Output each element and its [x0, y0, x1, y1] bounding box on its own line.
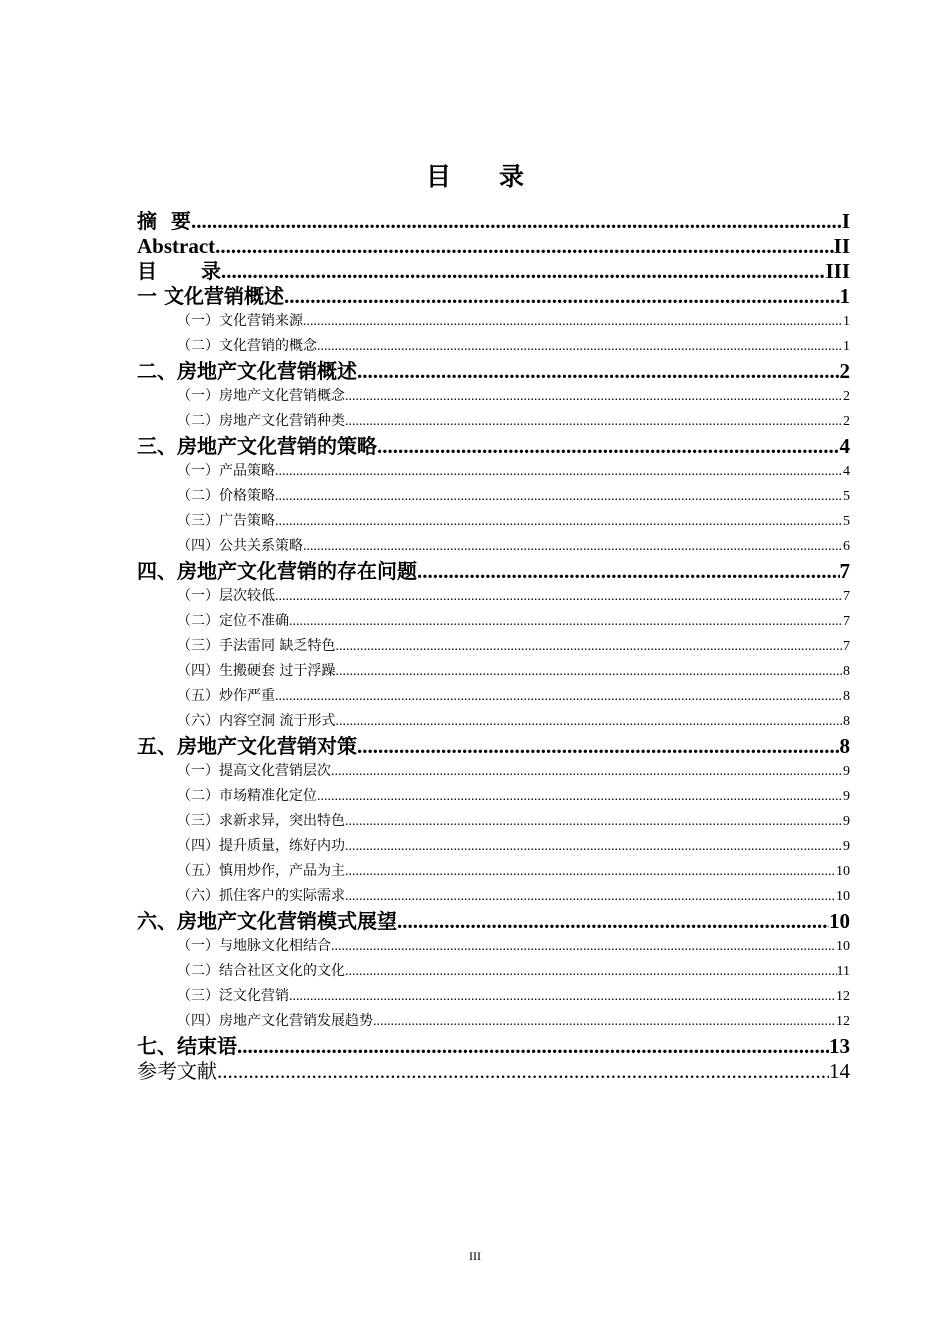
toc-entry-page: 10: [836, 889, 850, 904]
toc-entry-abstract-en[interactable]: [137, 234, 850, 259]
toc-entry-label: （五）炒作严重: [177, 688, 275, 704]
toc-entry-page: 7: [839, 559, 850, 583]
toc-entry-label: （四）提升质量，练好内功: [177, 838, 345, 854]
toc-entry-label: （三）求新求异，突出特色: [177, 813, 345, 829]
toc-leader-dots: [335, 634, 843, 659]
toc-entry-label: （二）价格策略: [177, 488, 275, 504]
toc-leader-dots: [275, 459, 843, 484]
toc-entry-page: 9: [843, 814, 850, 829]
page-title-right: 录: [499, 162, 525, 191]
toc-entry-label: 七、结束语: [137, 1034, 237, 1058]
toc-leader-dots: [317, 334, 843, 359]
toc-entry-label: （三）泛文化营销: [177, 988, 289, 1004]
toc-entry-label: [137, 259, 221, 284]
toc-entry-label: 参考文献: [137, 1059, 217, 1083]
toc-entry-contents[interactable]: [137, 259, 850, 284]
toc-section-entry[interactable]: [137, 459, 850, 484]
toc-entry-page: 7: [843, 589, 850, 604]
toc-entry-label: （四）房地产文化营销发展趋势: [177, 1013, 373, 1029]
toc-section-entry[interactable]: [137, 509, 850, 534]
toc-leader-dots: [345, 409, 843, 434]
toc-entry-page: 9: [843, 789, 850, 804]
toc-entry-label: （五）慎用炒作，产品为主: [177, 863, 345, 879]
toc-leader-dots: [275, 509, 843, 534]
toc-leader-dots: [289, 984, 836, 1009]
toc-entry-page: 4: [843, 464, 850, 479]
toc-leader-dots: [275, 584, 843, 609]
toc-entry-label: （三）广告策略: [177, 513, 275, 529]
toc-leader-dots: [345, 834, 843, 859]
toc-entry-page: II: [833, 234, 850, 258]
toc-entry-page: 10: [829, 909, 850, 933]
toc-chapter-entry[interactable]: [137, 559, 850, 584]
toc-entry-label: （四）生搬硬套 过于浮躁: [177, 663, 336, 679]
toc-chapter-entry[interactable]: [137, 284, 850, 309]
toc-leader-dots: [345, 959, 837, 984]
toc-section-entry[interactable]: [137, 1009, 850, 1034]
toc-entry-page: III: [825, 259, 850, 283]
toc-section-entry[interactable]: [137, 934, 850, 959]
toc-section-entry[interactable]: [137, 984, 850, 1009]
toc-section-entry[interactable]: [137, 384, 850, 409]
toc-entry-references[interactable]: [137, 1059, 850, 1084]
toc-entry-label: （三）手法雷同 缺乏特色: [177, 638, 336, 654]
toc-entry-page: 6: [843, 539, 850, 554]
toc-section-entry[interactable]: [137, 859, 850, 884]
toc-entry-page: 1: [839, 284, 850, 308]
toc-entry-label: （二）房地产文化营销种类: [177, 413, 345, 429]
toc-entry-page: 5: [843, 489, 850, 504]
toc-leader-dots: [417, 559, 840, 584]
toc-leader-dots: [373, 1009, 836, 1034]
toc-section-entry[interactable]: [137, 609, 850, 634]
toc-leader-dots: [303, 534, 843, 559]
toc-entry-page: 11: [836, 964, 850, 979]
toc-entry-label: 三、房地产文化营销的策略: [137, 434, 377, 458]
toc-entry-label: （一）文化营销来源: [177, 313, 303, 329]
toc-leader-dots: [237, 1034, 829, 1059]
toc-entry-label: （一）房地产文化营销概念: [177, 388, 345, 404]
toc-entry-page: 2: [843, 414, 850, 429]
toc-entry-page: 9: [843, 764, 850, 779]
toc-leader-dots: [345, 859, 836, 884]
toc-section-entry[interactable]: [137, 959, 850, 984]
toc-body: [137, 284, 850, 1059]
toc-entry-page: I: [841, 209, 850, 233]
page-title: [0, 157, 950, 193]
toc-leader-dots: [317, 784, 843, 809]
toc-entry-label: 五、房地产文化营销对策: [137, 734, 357, 758]
toc-chapter-entry[interactable]: [137, 909, 850, 934]
toc-entry-page: 10: [836, 939, 850, 954]
toc-leader-dots: [335, 659, 843, 684]
toc-entry-page: 14: [829, 1059, 850, 1083]
toc-leader-dots: [221, 259, 825, 284]
toc-leader-dots: [331, 934, 836, 959]
toc-entry-label-left: 目: [137, 259, 157, 283]
toc-leader-dots: [345, 809, 843, 834]
toc-section-entry[interactable]: [137, 784, 850, 809]
toc-entry-page: 8: [843, 689, 850, 704]
toc-leader-dots: [335, 709, 843, 734]
toc-entry-label: 二、房地产文化营销概述: [137, 359, 357, 383]
toc-section-entry[interactable]: [137, 809, 850, 834]
toc-leader-dots: [345, 884, 836, 909]
page-title-left: 目: [425, 162, 451, 191]
toc-section-entry[interactable]: [137, 759, 850, 784]
toc-entry-label-right: 录: [201, 259, 221, 283]
toc-section-entry[interactable]: [137, 334, 850, 359]
toc-leader-dots: [303, 309, 843, 334]
toc-section-entry[interactable]: [137, 884, 850, 909]
toc-section-entry[interactable]: [137, 709, 850, 734]
toc-entry-label: 摘 要: [137, 209, 191, 233]
toc-entry-page: 10: [836, 864, 850, 879]
toc-leader-dots: [397, 909, 829, 934]
toc-leader-dots: [215, 234, 833, 259]
toc-entry-label: （二）市场精准化定位: [177, 788, 317, 804]
toc-chapter-entry[interactable]: [137, 359, 850, 384]
toc-leader-dots: [289, 609, 843, 634]
toc-leader-dots: [284, 284, 840, 309]
toc-entry-label: （二）定位不准确: [177, 613, 289, 629]
toc-chapter-entry[interactable]: [137, 434, 850, 459]
toc-entry-page: 12: [836, 989, 850, 1004]
toc-entry-page: 2: [843, 389, 850, 404]
toc-section-entry[interactable]: [137, 584, 850, 609]
toc-section-entry[interactable]: [137, 409, 850, 434]
toc-entry-label: （一）与地脉文化相结合: [177, 938, 331, 954]
toc-entry-label: （二）文化营销的概念: [177, 338, 317, 354]
toc-entry-page: 5: [843, 514, 850, 529]
toc-entry-page: 4: [839, 434, 850, 458]
toc-leader-dots: [377, 434, 840, 459]
toc-entry-label: （六）抓住客户的实际需求: [177, 888, 345, 904]
toc-chapter-entry[interactable]: [137, 734, 850, 759]
toc-entry-page: 1: [843, 314, 850, 329]
toc-section-entry[interactable]: [137, 834, 850, 859]
toc-leader-dots: [275, 484, 843, 509]
toc-entry-label: 一 文化营销概述: [137, 284, 284, 308]
toc-leader-dots: [191, 209, 842, 234]
toc-entry-label: 六、房地产文化营销模式展望: [137, 909, 397, 933]
toc-leader-dots: [331, 759, 843, 784]
toc-entry-page: 7: [843, 614, 850, 629]
toc-leader-dots: [217, 1059, 829, 1084]
toc-section-entry[interactable]: [137, 684, 850, 709]
toc-section-entry[interactable]: [137, 484, 850, 509]
toc-entry-label: （一）提高文化营销层次: [177, 763, 331, 779]
toc-leader-dots: [357, 359, 840, 384]
toc-section-entry[interactable]: [137, 309, 850, 334]
toc-entry-label: （四）公共关系策略: [177, 538, 303, 554]
toc-leader-dots: [275, 684, 843, 709]
toc-entry-label: （六）内容空洞 流于形式: [177, 713, 336, 729]
toc-entry-label: （一）产品策略: [177, 463, 275, 479]
toc-entry-label: Abstract: [137, 234, 216, 258]
toc-entry-page: 12: [836, 1014, 850, 1029]
table-of-contents: [137, 209, 850, 1084]
toc-entry-page: 7: [843, 639, 850, 654]
toc-entry-page: 13: [829, 1034, 850, 1058]
toc-entry-page: 8: [839, 734, 850, 758]
toc-entry-abstract-cn[interactable]: [137, 209, 850, 234]
toc-leader-dots: [345, 384, 843, 409]
toc-section-entry[interactable]: [137, 534, 850, 559]
toc-chapter-entry[interactable]: [137, 1034, 850, 1059]
page-number-footer: III: [469, 1249, 481, 1263]
toc-entry-page: 9: [843, 839, 850, 854]
toc-leader-dots: [357, 734, 840, 759]
toc-entry-label: （一）层次较低: [177, 588, 275, 604]
toc-section-entry[interactable]: [137, 659, 850, 684]
toc-entry-label: 四、房地产文化营销的存在问题: [137, 559, 417, 583]
toc-section-entry[interactable]: [137, 634, 850, 659]
toc-entry-page: 8: [843, 714, 850, 729]
toc-entry-label: （二）结合社区文化的文化: [177, 963, 345, 979]
toc-entry-page: 1: [843, 339, 850, 354]
toc-entry-page: 2: [839, 359, 850, 383]
toc-entry-page: 8: [843, 664, 850, 679]
